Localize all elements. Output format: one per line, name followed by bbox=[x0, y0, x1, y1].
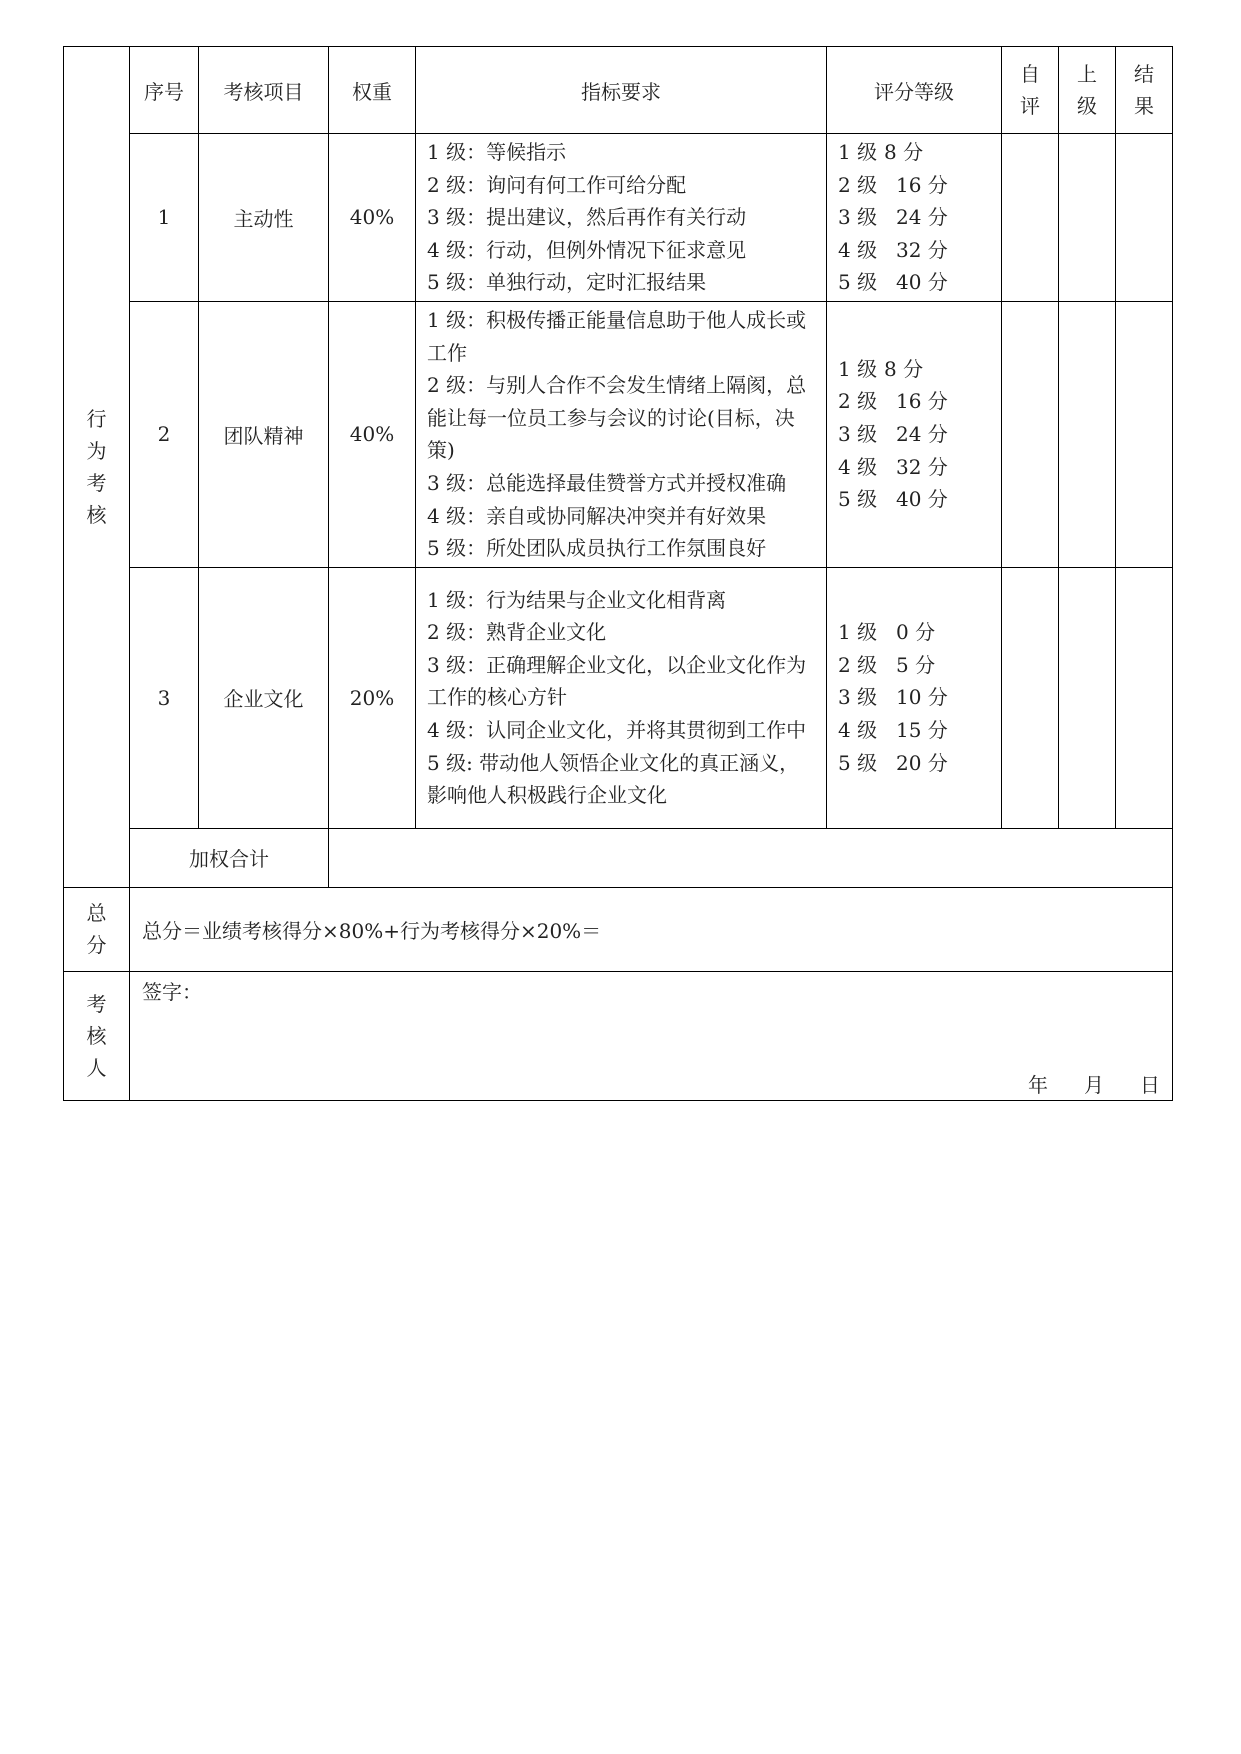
self-review-field[interactable] bbox=[1002, 134, 1059, 302]
header-weight: 权重 bbox=[329, 47, 416, 134]
row-weight: 40% bbox=[329, 134, 416, 302]
requirement-line: 1 级：等候指示 bbox=[427, 140, 567, 164]
result-field[interactable] bbox=[1116, 301, 1173, 567]
row-item: 团队精神 bbox=[199, 301, 329, 567]
header-result: 结 果 bbox=[1116, 47, 1173, 134]
header-superior-review: 上 级 bbox=[1059, 47, 1116, 134]
result-field[interactable] bbox=[1116, 134, 1173, 302]
grade-line: 5 级 40 分 bbox=[838, 270, 948, 295]
assessor-row bbox=[64, 971, 1173, 1100]
superior-review-field[interactable] bbox=[1059, 301, 1116, 567]
header-self-review: 自 评 bbox=[1002, 47, 1059, 134]
row-item: 企业文化 bbox=[199, 567, 329, 828]
requirement-line: 4 级：行动，但例外情况下征求意见 bbox=[427, 237, 747, 262]
grade-line: 4 级 15 分 bbox=[838, 718, 948, 743]
total-score-formula: 总分＝业绩考核得分×80%+行为考核得分×20%＝ bbox=[130, 887, 1173, 971]
signature-date bbox=[1028, 1069, 1160, 1098]
row-requirements bbox=[416, 134, 827, 302]
requirement-line: 5 级：单独行动，定时汇报结果 bbox=[427, 270, 707, 295]
grade-line: 3 级 24 分 bbox=[838, 422, 948, 447]
self-review-field[interactable] bbox=[1002, 567, 1059, 828]
assessor-label: 考 核 人 bbox=[64, 971, 130, 1100]
total-score-label: 总 分 bbox=[64, 887, 130, 971]
row-item: 主动性 bbox=[199, 134, 329, 302]
requirement-line: 1 级：积极传播正能量信息助于他人成长或工作 bbox=[427, 307, 807, 365]
row-weight: 40% bbox=[329, 301, 416, 567]
requirement-line: 3 级：提出建议，然后再作有关行动 bbox=[427, 205, 747, 230]
table-row bbox=[64, 567, 1173, 828]
signature-label: 签字： bbox=[142, 979, 202, 1004]
row-index: 1 bbox=[130, 134, 199, 302]
row-grades bbox=[827, 567, 1002, 828]
grade-line: 1 级 0 分 bbox=[838, 620, 936, 645]
requirement-line: 4 级：认同企业文化，并将其贯彻到工作中 bbox=[427, 718, 807, 743]
header-requirements: 指标要求 bbox=[416, 47, 827, 134]
grade-line: 5 级 20 分 bbox=[838, 750, 948, 775]
row-grades bbox=[827, 134, 1002, 302]
superior-review-field[interactable] bbox=[1059, 567, 1116, 828]
date-month: 月 bbox=[1084, 1072, 1104, 1097]
requirement-line: 4 级：亲自或协同解决冲突并有好效果 bbox=[427, 503, 767, 528]
self-review-field[interactable] bbox=[1002, 301, 1059, 567]
requirement-line: 1 级：行为结果与企业文化相背离 bbox=[427, 587, 727, 612]
requirement-line: 3 级：正确理解企业文化，以企业文化作为工作的核心方针 bbox=[427, 652, 807, 710]
grade-line: 4 级 32 分 bbox=[838, 454, 948, 479]
grade-line: 2 级 5 分 bbox=[838, 652, 936, 677]
requirement-line: 2 级：与别人合作不会发生情绪上隔阂，总能让每一位员工参与会议的讨论(目标，决策) bbox=[427, 373, 807, 463]
row-grades bbox=[827, 301, 1002, 567]
header-index: 序号 bbox=[130, 47, 199, 134]
grade-line: 2 级 16 分 bbox=[838, 389, 948, 414]
date-day: 日 bbox=[1140, 1072, 1160, 1097]
weighted-total-row bbox=[64, 828, 1173, 887]
grade-line: 2 级 16 分 bbox=[838, 172, 948, 197]
grade-line: 5 级 40 分 bbox=[838, 487, 948, 512]
requirement-line: 5 级: 带动他人领悟企业文化的真正涵义，影响他人积极践行企业文化 bbox=[427, 750, 800, 808]
requirement-line: 3 级：总能选择最佳赞誉方式并授权准确 bbox=[427, 470, 787, 495]
header-grades: 评分等级 bbox=[827, 47, 1002, 134]
table-row bbox=[64, 301, 1173, 567]
row-weight: 20% bbox=[329, 567, 416, 828]
header-item: 考核项目 bbox=[199, 47, 329, 134]
requirement-line: 2 级：询问有何工作可给分配 bbox=[427, 172, 687, 197]
row-index: 3 bbox=[130, 567, 199, 828]
section-label: 行 为 考 核 bbox=[64, 47, 130, 888]
weighted-total-label: 加权合计 bbox=[130, 828, 329, 887]
table-row bbox=[64, 134, 1173, 302]
requirement-line: 2 级：熟背企业文化 bbox=[427, 620, 607, 645]
requirement-line: 5 级：所处团队成员执行工作氛围良好 bbox=[427, 536, 767, 561]
row-requirements bbox=[416, 301, 827, 567]
signature-field[interactable] bbox=[130, 971, 1173, 1100]
grade-line: 1 级 8 分 bbox=[838, 140, 924, 164]
grade-line: 4 级 32 分 bbox=[838, 237, 948, 262]
grade-line: 1 级 8 分 bbox=[838, 356, 924, 381]
weighted-total-field[interactable] bbox=[329, 828, 1173, 887]
total-score-row bbox=[64, 887, 1173, 971]
behavior-assessment-table bbox=[63, 46, 1173, 1101]
grade-line: 3 级 24 分 bbox=[838, 205, 948, 230]
header-row bbox=[64, 47, 1173, 134]
row-index: 2 bbox=[130, 301, 199, 567]
grade-line: 3 级 10 分 bbox=[838, 685, 948, 710]
superior-review-field[interactable] bbox=[1059, 134, 1116, 302]
date-year: 年 bbox=[1028, 1072, 1048, 1097]
row-requirements bbox=[416, 567, 827, 828]
result-field[interactable] bbox=[1116, 567, 1173, 828]
